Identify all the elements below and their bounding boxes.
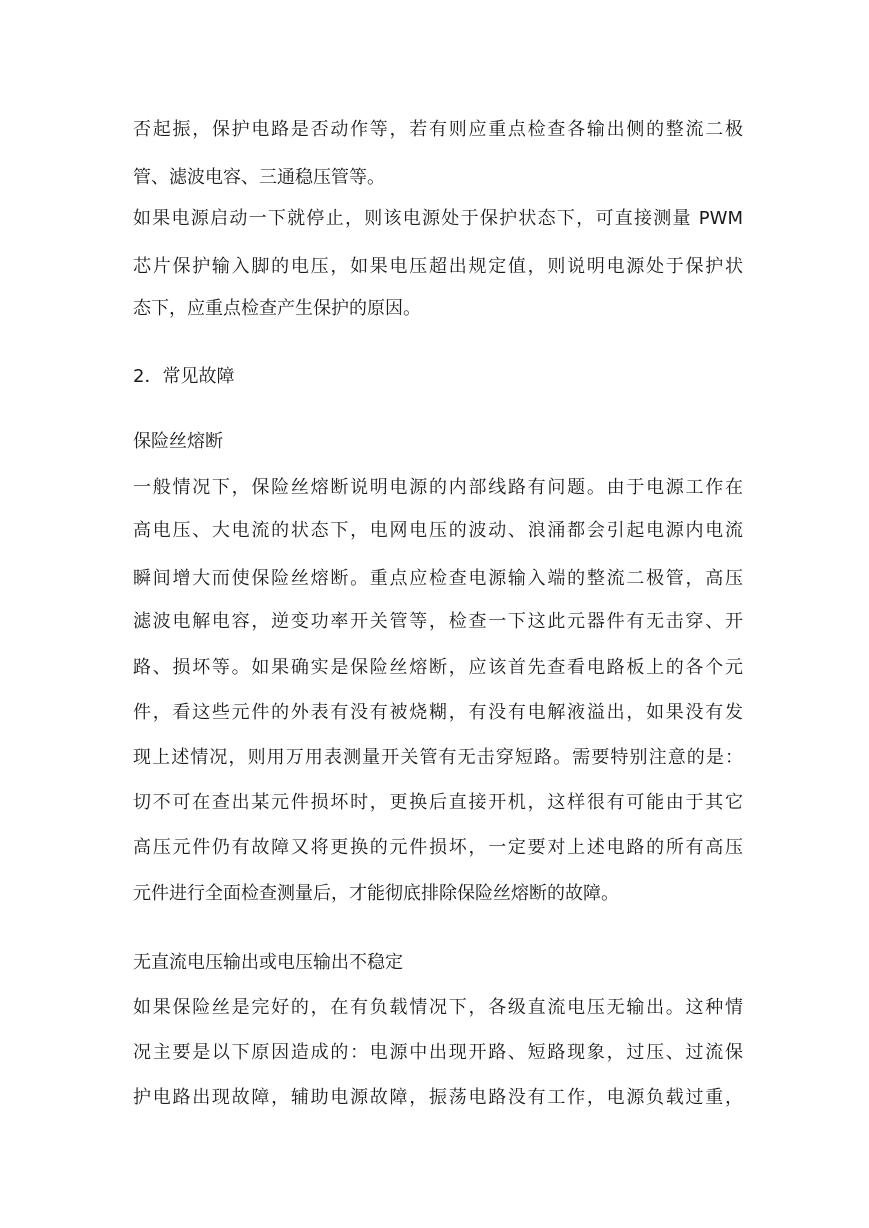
text-line: 瞬间增大而使保险丝熔断。重点应检查电源输入端的整流二极管，高压 xyxy=(133,568,743,589)
text-line: 况主要是以下原因造成的：电源中出现开路、短路现象，过压、过流保 xyxy=(133,1042,743,1063)
text-line: 态下，应重点检查产生保护的原因。 xyxy=(133,298,421,319)
text-line: 路、损坏等。如果确实是保险丝熔断，应该首先查看电路板上的各个元 xyxy=(133,657,743,678)
subheading: 保险丝熔断 xyxy=(133,431,223,452)
text-line: 护电路出现故障，辅助电源故障，振荡电路没有工作，电源负载过重， xyxy=(133,1087,743,1108)
text-line: 如果电源启动一下就停止，则该电源处于保护状态下，可直接测量 PWM xyxy=(133,208,743,229)
subheading: 无直流电压输出或电压输出不稳定 xyxy=(133,952,403,973)
section-heading: 2．常见故障 xyxy=(133,366,235,387)
text-line: 元件进行全面检查测量后，才能彻底排除保险丝熔断的故障。 xyxy=(133,883,619,904)
text-line: 一般情况下，保险丝熔断说明电源的内部线路有问题。由于电源工作在 xyxy=(133,477,743,498)
text-line: 高压元件仍有故障又将更换的元件损坏，一定要对上述电路的所有高压 xyxy=(133,837,743,858)
text-line: 芯片保护输入脚的电压，如果电压超出规定值，则说明电源处于保护状 xyxy=(133,256,743,277)
text-line: 如果保险丝是完好的，在有负载情况下，各级直流电压无输出。这种情 xyxy=(133,997,743,1018)
text-line: 管、滤波电容、三通稳压管等。 xyxy=(133,167,385,188)
text-line: 件，看这些元件的外表有没有被烧糊，有没有电解液溢出，如果没有发 xyxy=(133,702,743,723)
text-line: 切不可在查出某元件损坏时，更换后直接开机，这样很有可能由于其它 xyxy=(133,792,743,813)
text-line: 高电压、大电流的状态下，电网电压的波动、浪涌都会引起电源内电流 xyxy=(133,520,743,541)
text-line: 滤波电解电容，逆变功率开关管等，检查一下这此元器件有无击穿、开 xyxy=(133,611,743,632)
text-line: 现上述情况，则用万用表测量开关管有无击穿短路。需要特别注意的是： xyxy=(133,747,743,768)
text-line: 否起振，保护电路是否动作等，若有则应重点检查各输出侧的整流二极 xyxy=(133,119,743,140)
